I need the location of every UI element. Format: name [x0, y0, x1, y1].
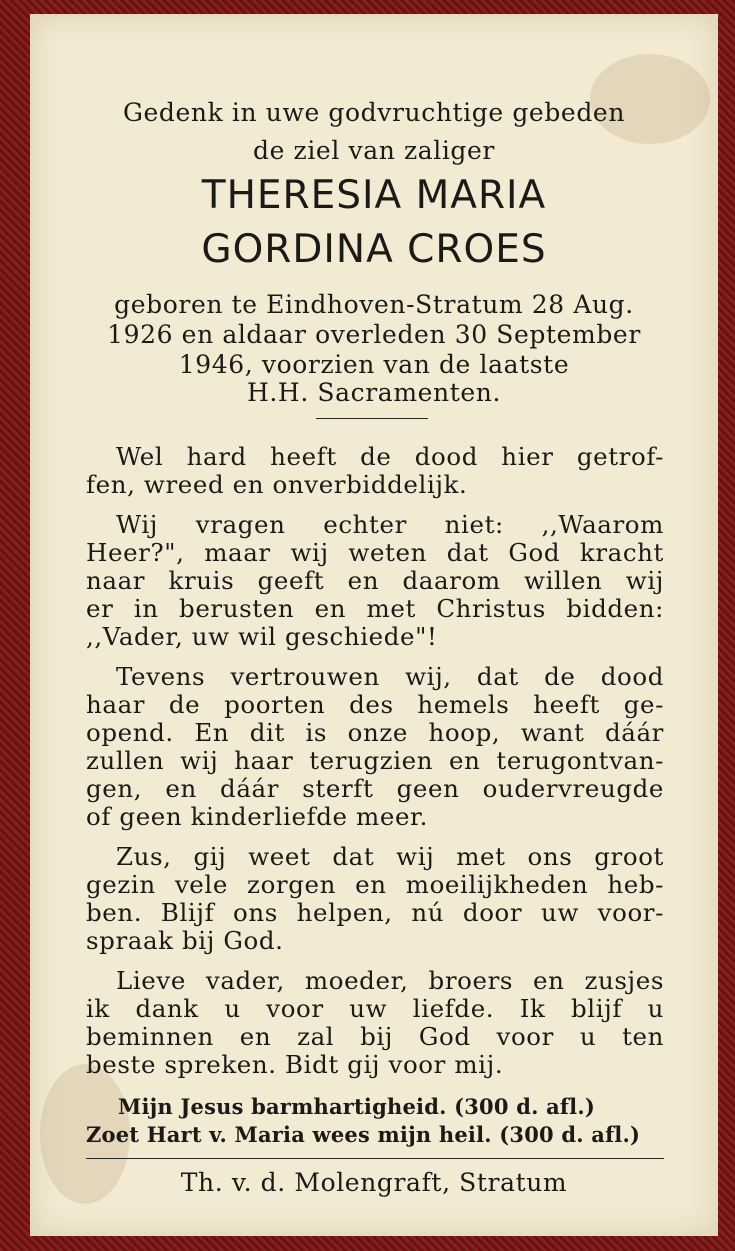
paragraph-line: beminnen en zal bij God voor u ten: [86, 1022, 664, 1051]
paragraph-line: ,,Vader, uw wil geschiede"!: [86, 622, 438, 651]
paragraph-line: naar kruis geeft en daarom willen wij: [86, 566, 664, 595]
header-line-2: de ziel van zaliger: [253, 136, 495, 165]
biography-line: geboren te Eindhoven-Stratum 28 Aug.: [114, 290, 634, 319]
deceased-name-line-1: THERESIA MARIA: [201, 173, 547, 218]
divider-long: [86, 1158, 664, 1159]
paragraph-line: Wel hard heeft de dood hier getrof-: [116, 442, 664, 471]
printer-credit: Th. v. d. Molengraft, Stratum: [180, 1168, 568, 1197]
paragraph-line: spraak bij God.: [86, 926, 284, 955]
deceased-name-line-2: GORDINA CROES: [201, 227, 547, 272]
paragraph-line: opend. En dit is onze hoop, want dáár: [86, 718, 664, 747]
paragraph-line: ik dank u voor uw liefde. Ik blijf u: [86, 994, 664, 1023]
paragraph-line: beste spreken. Bidt gij voor mij.: [86, 1050, 504, 1079]
paragraph-line: zullen wij haar terugzien en terugontvan-: [86, 746, 664, 775]
indulgence-prayer-2: Zoet Hart v. Maria wees mijn heil. (300 d. afl.): [86, 1122, 641, 1147]
paragraph-line: gen, en dáár sterft geen oudervreugde: [86, 774, 664, 803]
paragraph-line: Zus, gij weet dat wij met ons groot: [116, 842, 664, 871]
indulgence-prayer-1: Mijn Jesus barmhartigheid. (300 d. afl.): [118, 1094, 595, 1119]
paragraph-line: gezin vele zorgen en moeilijkheden heb-: [86, 870, 664, 899]
divider-short: [316, 418, 428, 419]
paragraph-line: Heer?", maar wij weten dat God kracht: [86, 538, 664, 567]
biography-line: H.H. Sacramenten.: [246, 378, 502, 407]
paragraph-line: ben. Blijf ons helpen, nú door uw voor-: [86, 898, 664, 927]
paragraph-line: Tevens vertrouwen wij, dat de dood: [116, 662, 664, 691]
biography-line: 1946, voorzien van de laatste: [178, 350, 570, 379]
paragraph-line: Lieve vader, moeder, broers en zusjes: [116, 966, 664, 995]
paragraph-line: fen, wreed en onverbiddelijk.: [86, 470, 468, 499]
paragraph-line: haar de poorten des hemels heeft ge-: [86, 690, 664, 719]
header-line-1: Gedenk in uwe godvruchtige gebeden: [122, 98, 626, 127]
memorial-card: [30, 14, 718, 1236]
paragraph-line: of geen kinderliefde meer.: [86, 802, 429, 831]
paragraph-line: er in berusten en met Christus bidden:: [86, 594, 664, 623]
biography-line: 1926 en aldaar overleden 30 September: [107, 320, 641, 349]
paragraph-line: Wij vragen echter niet: ,,Waarom: [116, 510, 664, 539]
